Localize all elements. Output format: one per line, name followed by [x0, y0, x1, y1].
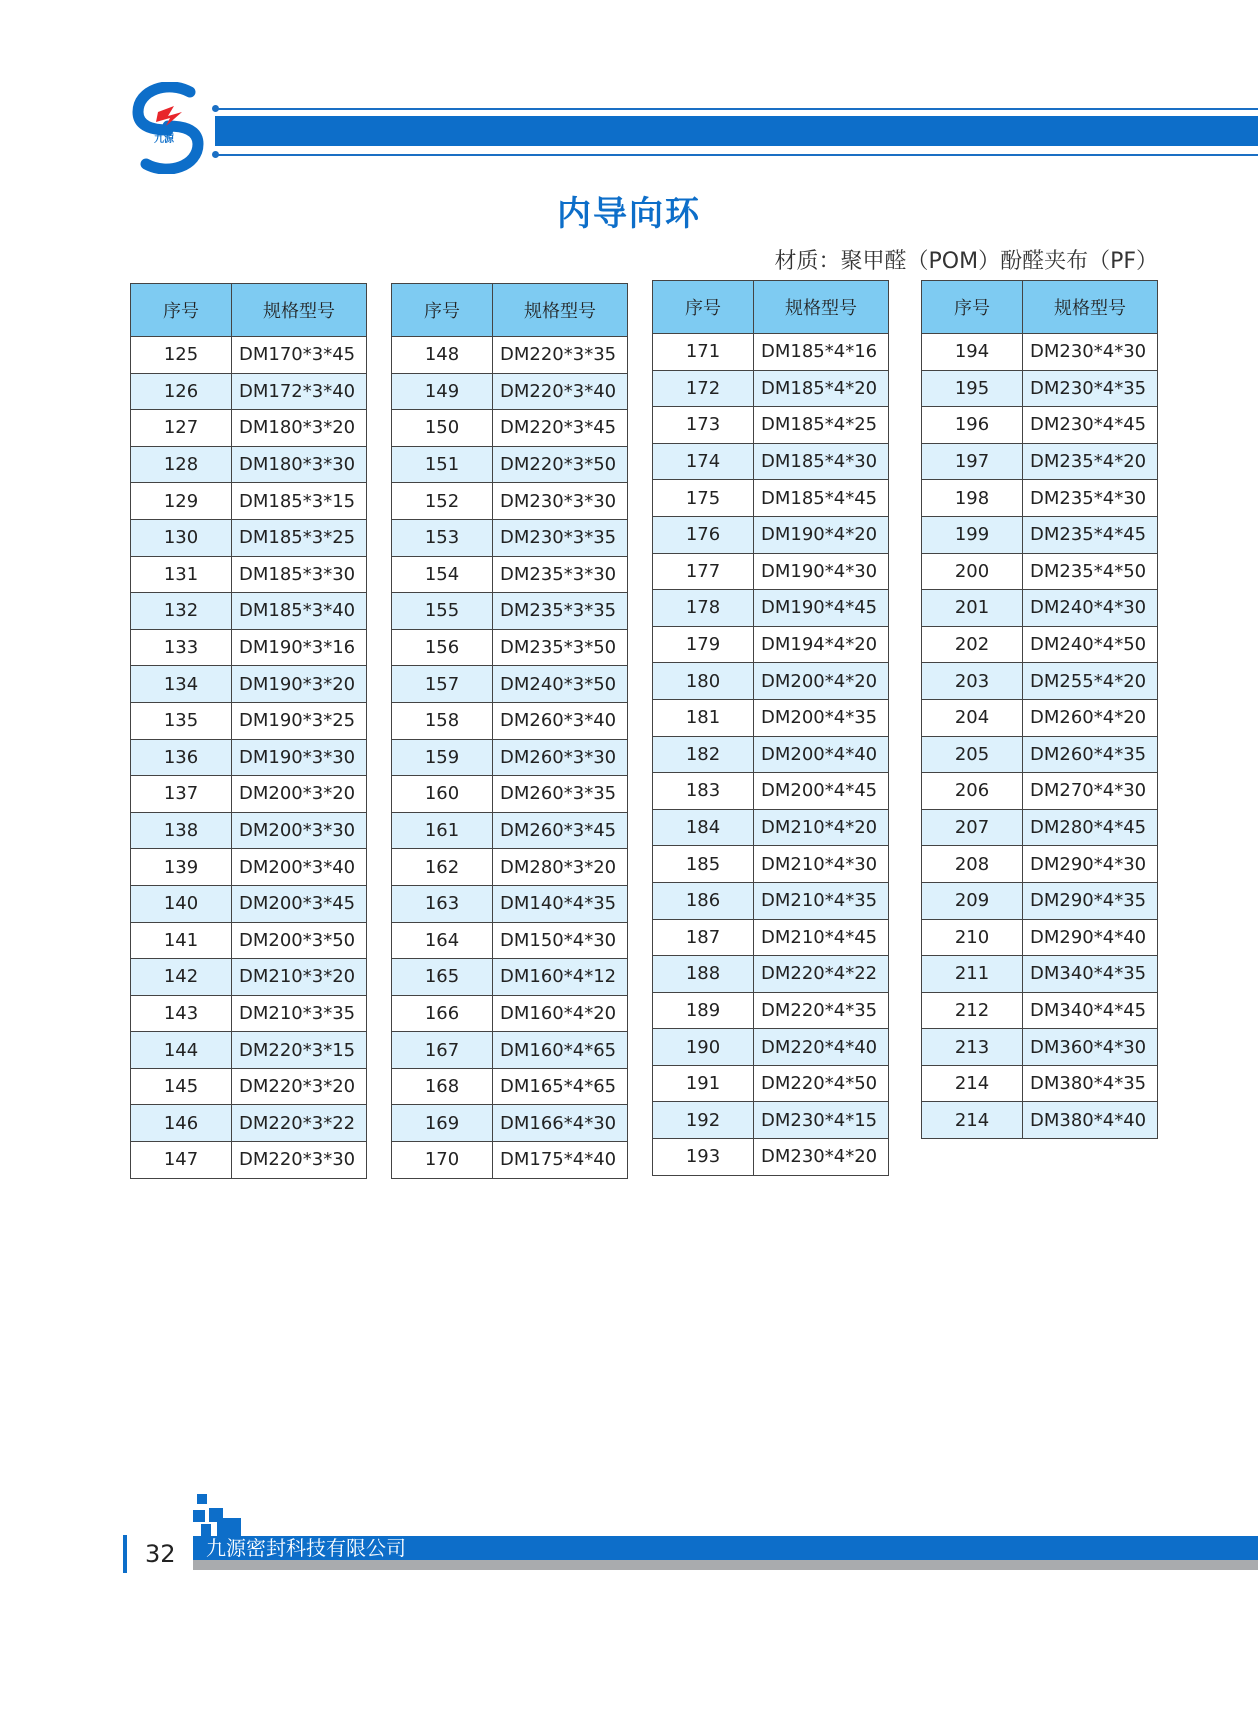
row-model: DM220*4*35 [754, 992, 889, 1029]
row-model: DM175*4*40 [493, 1142, 628, 1179]
row-model: DM280*3*20 [493, 849, 628, 886]
row-model: DM200*4*35 [754, 699, 889, 736]
row-number: 154 [392, 556, 493, 593]
row-number: 182 [653, 736, 754, 773]
table-row [131, 959, 367, 996]
row-number: 169 [392, 1105, 493, 1142]
row-model: DM230*4*35 [1023, 370, 1158, 407]
row-number: 177 [653, 553, 754, 590]
row-number: 127 [131, 410, 232, 447]
row-number: 212 [922, 992, 1023, 1029]
table-row [922, 590, 1158, 627]
row-number: 144 [131, 1032, 232, 1069]
table-row [922, 773, 1158, 810]
row-model: DM220*3*45 [493, 410, 628, 447]
table-row [922, 663, 1158, 700]
row-number: 193 [653, 1139, 754, 1176]
row-number: 199 [922, 516, 1023, 553]
row-model: DM230*4*20 [754, 1139, 889, 1176]
table-row [653, 553, 889, 590]
row-model: DM230*4*45 [1023, 407, 1158, 444]
row-number: 146 [131, 1105, 232, 1142]
row-model: DM172*3*40 [232, 373, 367, 410]
table-row [922, 443, 1158, 480]
table-row [131, 1142, 367, 1179]
table-row [653, 590, 889, 627]
header-line-bottom [215, 154, 1258, 156]
table-row [653, 334, 889, 371]
table-row [392, 483, 628, 520]
row-model: DM260*3*45 [493, 812, 628, 849]
row-model: DM210*4*20 [754, 809, 889, 846]
table-row [131, 739, 367, 776]
table-row [653, 846, 889, 883]
table-row [131, 519, 367, 556]
table-row [131, 373, 367, 410]
row-model: DM220*4*22 [754, 956, 889, 993]
row-model: DM290*4*40 [1023, 919, 1158, 956]
header-model: 规格型号 [754, 281, 889, 334]
row-model: DM220*3*15 [232, 1032, 367, 1069]
table-row [653, 773, 889, 810]
row-number: 200 [922, 553, 1023, 590]
row-model: DM185*4*25 [754, 407, 889, 444]
row-number: 166 [392, 995, 493, 1032]
table-row [131, 410, 367, 447]
row-number: 171 [653, 334, 754, 371]
row-number: 190 [653, 1029, 754, 1066]
row-number: 137 [131, 776, 232, 813]
row-number: 145 [131, 1068, 232, 1105]
row-number: 160 [392, 776, 493, 813]
row-model: DM230*4*30 [1023, 334, 1158, 371]
row-model: DM235*3*30 [493, 556, 628, 593]
table-row [653, 809, 889, 846]
table-row [922, 699, 1158, 736]
footer-accent-line [123, 1535, 127, 1573]
row-model: DM200*4*40 [754, 736, 889, 773]
row-model: DM190*3*20 [232, 666, 367, 703]
row-model: DM240*4*50 [1023, 626, 1158, 663]
row-number: 205 [922, 736, 1023, 773]
table-row [392, 885, 628, 922]
row-model: DM166*4*30 [493, 1105, 628, 1142]
row-model: DM235*4*50 [1023, 553, 1158, 590]
header-num: 序号 [922, 281, 1023, 334]
table-row [922, 480, 1158, 517]
row-number: 133 [131, 629, 232, 666]
row-number: 184 [653, 809, 754, 846]
row-model: DM180*3*30 [232, 446, 367, 483]
row-model: DM200*3*50 [232, 922, 367, 959]
row-number: 191 [653, 1065, 754, 1102]
row-number: 128 [131, 446, 232, 483]
table-row [922, 1029, 1158, 1066]
table-row [392, 1032, 628, 1069]
row-model: DM185*4*45 [754, 480, 889, 517]
table-row [922, 407, 1158, 444]
row-model: DM200*3*30 [232, 812, 367, 849]
table-row [392, 812, 628, 849]
row-number: 161 [392, 812, 493, 849]
row-number: 203 [922, 663, 1023, 700]
table-row [131, 337, 367, 374]
table-row [131, 922, 367, 959]
row-model: DM190*3*25 [232, 702, 367, 739]
row-number: 167 [392, 1032, 493, 1069]
row-number: 129 [131, 483, 232, 520]
table-row [922, 553, 1158, 590]
row-model: DM185*3*25 [232, 519, 367, 556]
row-model: DM280*4*45 [1023, 809, 1158, 846]
row-number: 155 [392, 593, 493, 630]
row-number: 164 [392, 922, 493, 959]
table-row [392, 629, 628, 666]
header-model: 规格型号 [1023, 281, 1158, 334]
row-number: 202 [922, 626, 1023, 663]
row-number: 130 [131, 519, 232, 556]
row-number: 175 [653, 480, 754, 517]
row-number: 151 [392, 446, 493, 483]
table-row [653, 736, 889, 773]
row-number: 152 [392, 483, 493, 520]
row-model: DM260*4*35 [1023, 736, 1158, 773]
row-model: DM200*4*20 [754, 663, 889, 700]
table-row [131, 446, 367, 483]
row-number: 136 [131, 739, 232, 776]
row-model: DM190*4*45 [754, 590, 889, 627]
header-num: 序号 [131, 284, 232, 337]
footer-company-name: 九源密封科技有限公司 [206, 1536, 406, 1560]
row-number: 185 [653, 846, 754, 883]
table-row [392, 849, 628, 886]
row-model: DM160*4*12 [493, 959, 628, 996]
table-row [392, 959, 628, 996]
row-number: 214 [922, 1065, 1023, 1102]
row-number: 209 [922, 882, 1023, 919]
row-number: 165 [392, 959, 493, 996]
row-model: DM210*4*35 [754, 882, 889, 919]
table-row [653, 1102, 889, 1139]
row-number: 126 [131, 373, 232, 410]
row-number: 206 [922, 773, 1023, 810]
row-model: DM220*3*20 [232, 1068, 367, 1105]
header-dot-bottom [212, 151, 219, 158]
row-model: DM230*3*30 [493, 483, 628, 520]
row-number: 213 [922, 1029, 1023, 1066]
row-number: 139 [131, 849, 232, 886]
table-row [131, 593, 367, 630]
row-number: 173 [653, 407, 754, 444]
row-model: DM210*3*35 [232, 995, 367, 1032]
row-model: DM340*4*35 [1023, 956, 1158, 993]
row-model: DM185*3*40 [232, 593, 367, 630]
table-row [392, 776, 628, 813]
table-row [922, 846, 1158, 883]
table-row [392, 1142, 628, 1179]
row-number: 149 [392, 373, 493, 410]
table-row [131, 776, 367, 813]
row-number: 181 [653, 699, 754, 736]
table-row [922, 882, 1158, 919]
table-row [922, 1065, 1158, 1102]
table-row [922, 919, 1158, 956]
table-row [392, 410, 628, 447]
table-row [131, 1032, 367, 1069]
table-row [922, 334, 1158, 371]
row-model: DM220*4*40 [754, 1029, 889, 1066]
row-model: DM220*3*50 [493, 446, 628, 483]
row-model: DM200*3*40 [232, 849, 367, 886]
row-number: 198 [922, 480, 1023, 517]
table-row [653, 480, 889, 517]
row-number: 131 [131, 556, 232, 593]
table-row [392, 446, 628, 483]
header-model: 规格型号 [232, 284, 367, 337]
row-number: 189 [653, 992, 754, 1029]
table-row [653, 407, 889, 444]
row-number: 174 [653, 443, 754, 480]
table-row [653, 1029, 889, 1066]
row-model: DM290*4*30 [1023, 846, 1158, 883]
table-row [131, 483, 367, 520]
row-number: 186 [653, 882, 754, 919]
row-model: DM235*4*20 [1023, 443, 1158, 480]
row-model: DM210*4*30 [754, 846, 889, 883]
row-number: 187 [653, 919, 754, 956]
row-model: DM180*3*20 [232, 410, 367, 447]
row-model: DM235*3*35 [493, 593, 628, 630]
row-number: 179 [653, 626, 754, 663]
table-row [653, 1065, 889, 1102]
row-model: DM360*4*30 [1023, 1029, 1158, 1066]
material-note: 材质：聚甲醛（POM）酚醛夹布（PF） [774, 249, 1158, 274]
row-number: 150 [392, 410, 493, 447]
row-model: DM260*3*35 [493, 776, 628, 813]
row-model: DM230*4*15 [754, 1102, 889, 1139]
row-number: 178 [653, 590, 754, 627]
row-number: 157 [392, 666, 493, 703]
page-title: 内导向环 [557, 194, 701, 234]
table-row [131, 629, 367, 666]
row-model: DM160*4*20 [493, 995, 628, 1032]
row-model: DM235*4*30 [1023, 480, 1158, 517]
row-number: 188 [653, 956, 754, 993]
row-number: 140 [131, 885, 232, 922]
table-row [653, 516, 889, 553]
row-number: 125 [131, 337, 232, 374]
table-row [653, 699, 889, 736]
row-model: DM210*4*45 [754, 919, 889, 956]
table-row [392, 593, 628, 630]
table-row [922, 1102, 1158, 1139]
page-number: 32 [145, 1540, 176, 1568]
table-row [392, 373, 628, 410]
row-model: DM170*3*45 [232, 337, 367, 374]
row-model: DM230*3*35 [493, 519, 628, 556]
row-number: 162 [392, 849, 493, 886]
row-model: DM185*4*16 [754, 334, 889, 371]
table-row [131, 702, 367, 739]
row-model: DM190*3*16 [232, 629, 367, 666]
row-model: DM200*4*45 [754, 773, 889, 810]
row-number: 153 [392, 519, 493, 556]
table-row [131, 812, 367, 849]
row-model: DM194*4*20 [754, 626, 889, 663]
table-row [922, 516, 1158, 553]
row-number: 180 [653, 663, 754, 700]
row-model: DM220*3*22 [232, 1105, 367, 1142]
table-row [392, 922, 628, 959]
row-model: DM220*3*40 [493, 373, 628, 410]
table-row [653, 882, 889, 919]
row-number: 197 [922, 443, 1023, 480]
row-number: 141 [131, 922, 232, 959]
row-number: 196 [922, 407, 1023, 444]
table-row [653, 370, 889, 407]
row-model: DM165*4*65 [493, 1068, 628, 1105]
row-model: DM340*4*45 [1023, 992, 1158, 1029]
row-number: 143 [131, 995, 232, 1032]
table-row [922, 809, 1158, 846]
row-model: DM270*4*30 [1023, 773, 1158, 810]
row-model: DM190*4*20 [754, 516, 889, 553]
row-number: 148 [392, 337, 493, 374]
row-model: DM220*3*30 [232, 1142, 367, 1179]
row-number: 210 [922, 919, 1023, 956]
spec-table-3 [652, 280, 889, 1176]
row-number: 204 [922, 699, 1023, 736]
row-number: 168 [392, 1068, 493, 1105]
row-number: 201 [922, 590, 1023, 627]
row-model: DM380*4*40 [1023, 1102, 1158, 1139]
row-number: 156 [392, 629, 493, 666]
row-number: 183 [653, 773, 754, 810]
row-number: 134 [131, 666, 232, 703]
row-model: DM235*4*45 [1023, 516, 1158, 553]
row-number: 158 [392, 702, 493, 739]
header-model: 规格型号 [493, 284, 628, 337]
logo-text: 九源 [154, 134, 174, 145]
row-model: DM260*3*40 [493, 702, 628, 739]
row-number: 142 [131, 959, 232, 996]
row-model: DM190*3*30 [232, 739, 367, 776]
row-model: DM150*4*30 [493, 922, 628, 959]
table-row [653, 919, 889, 956]
table-row [922, 736, 1158, 773]
footer-gray-bar [193, 1560, 1258, 1570]
spec-table-1 [130, 283, 367, 1179]
row-model: DM185*4*30 [754, 443, 889, 480]
row-number: 192 [653, 1102, 754, 1139]
table-row [392, 1105, 628, 1142]
row-model: DM185*3*15 [232, 483, 367, 520]
header-bar [215, 116, 1258, 146]
table-row [392, 995, 628, 1032]
table-row [653, 626, 889, 663]
row-model: DM210*3*20 [232, 959, 367, 996]
row-model: DM235*3*50 [493, 629, 628, 666]
table-row [653, 663, 889, 700]
table-row [392, 666, 628, 703]
company-logo [128, 82, 208, 174]
row-number: 195 [922, 370, 1023, 407]
row-number: 211 [922, 956, 1023, 993]
table-row [653, 1139, 889, 1176]
row-number: 194 [922, 334, 1023, 371]
row-model: DM200*3*45 [232, 885, 367, 922]
row-model: DM260*3*30 [493, 739, 628, 776]
table-row [922, 370, 1158, 407]
table-row [922, 626, 1158, 663]
table-row [392, 739, 628, 776]
table-row [131, 1105, 367, 1142]
table-row [653, 443, 889, 480]
table-row [131, 1068, 367, 1105]
row-model: DM190*4*30 [754, 553, 889, 590]
table-row [392, 1068, 628, 1105]
row-number: 132 [131, 593, 232, 630]
table-row [131, 666, 367, 703]
row-number: 138 [131, 812, 232, 849]
table-row [392, 337, 628, 374]
table-row [392, 519, 628, 556]
table-row [131, 995, 367, 1032]
row-number: 176 [653, 516, 754, 553]
row-number: 214 [922, 1102, 1023, 1139]
row-model: DM220*3*35 [493, 337, 628, 374]
row-model: DM255*4*20 [1023, 663, 1158, 700]
row-model: DM185*3*30 [232, 556, 367, 593]
row-model: DM140*4*35 [493, 885, 628, 922]
row-number: 163 [392, 885, 493, 922]
table-row [392, 702, 628, 739]
header-line-top [215, 108, 1258, 110]
table-row [922, 992, 1158, 1029]
row-number: 207 [922, 809, 1023, 846]
row-model: DM220*4*50 [754, 1065, 889, 1102]
footer-decoration [193, 1494, 241, 1536]
row-model: DM290*4*35 [1023, 882, 1158, 919]
header-num: 序号 [392, 284, 493, 337]
table-row [392, 556, 628, 593]
row-number: 172 [653, 370, 754, 407]
header-num: 序号 [653, 281, 754, 334]
table-row [131, 849, 367, 886]
table-row [131, 885, 367, 922]
table-row [922, 956, 1158, 993]
row-number: 159 [392, 739, 493, 776]
row-model: DM240*4*30 [1023, 590, 1158, 627]
row-model: DM200*3*20 [232, 776, 367, 813]
row-number: 135 [131, 702, 232, 739]
table-row [131, 556, 367, 593]
row-number: 208 [922, 846, 1023, 883]
row-model: DM240*3*50 [493, 666, 628, 703]
row-number: 170 [392, 1142, 493, 1179]
row-number: 147 [131, 1142, 232, 1179]
spec-table-2 [391, 283, 628, 1179]
table-row [653, 992, 889, 1029]
spec-table-4 [921, 280, 1158, 1139]
row-model: DM185*4*20 [754, 370, 889, 407]
row-model: DM160*4*65 [493, 1032, 628, 1069]
table-row [653, 956, 889, 993]
row-model: DM380*4*35 [1023, 1065, 1158, 1102]
row-model: DM260*4*20 [1023, 699, 1158, 736]
